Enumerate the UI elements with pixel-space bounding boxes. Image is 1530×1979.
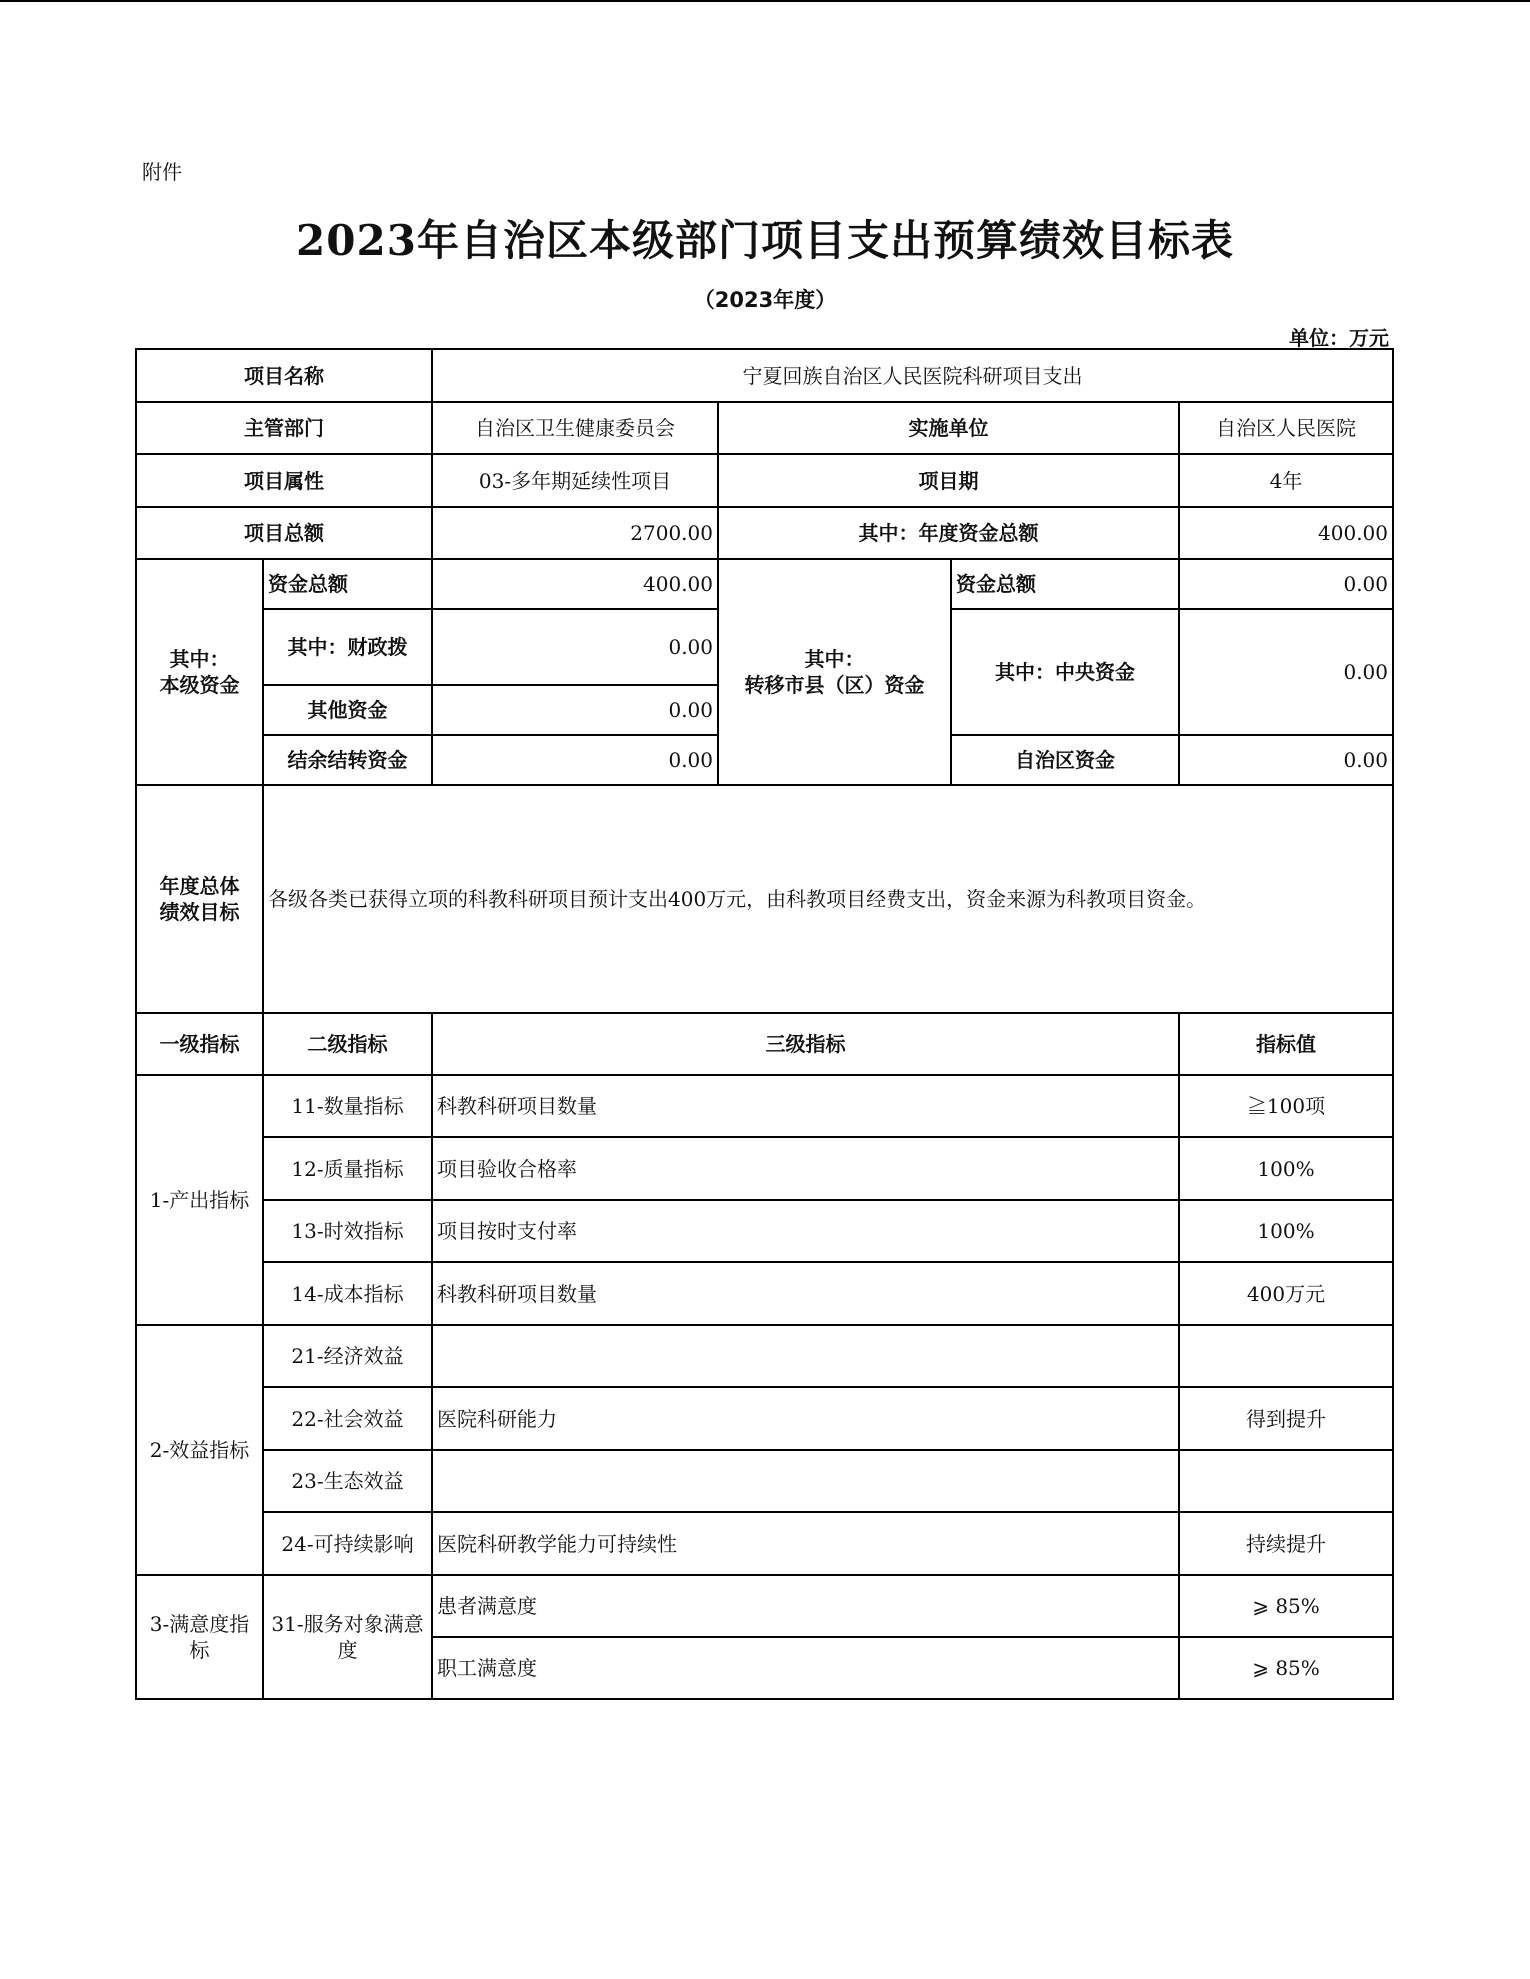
level3-cell — [432, 1450, 1179, 1512]
level3-cell: 医院科研能力 — [432, 1387, 1179, 1450]
value-cell — [1179, 1325, 1393, 1387]
local-funds-label-line1: 其中： — [169, 647, 230, 671]
header-value: 指标值 — [1179, 1013, 1393, 1075]
level3-cell: 项目按时支付率 — [432, 1200, 1179, 1262]
impl-label: 实施单位 — [718, 402, 1179, 454]
value-cell: ≧100项 — [1179, 1075, 1393, 1137]
value-cell: ⩾ 85% — [1179, 1575, 1393, 1637]
level3-cell: 项目验收合格率 — [432, 1137, 1179, 1200]
level2-cell: 12-质量指标 — [263, 1137, 432, 1200]
level2-cell: 22-社会效益 — [263, 1387, 432, 1450]
fiscal-label: 其中：财政拨 — [263, 609, 432, 685]
goal-label-line2: 绩效目标 — [159, 900, 240, 924]
value-cell — [1179, 1450, 1393, 1512]
value-cell: 400万元 — [1179, 1262, 1393, 1325]
value-cell: 持续提升 — [1179, 1512, 1393, 1575]
header-level3: 三级指标 — [432, 1013, 1179, 1075]
dept-row — [136, 402, 1393, 454]
output-indicator-label: 1-产出指标 — [136, 1075, 263, 1325]
table-row — [136, 1512, 1393, 1575]
region-value: 0.00 — [1179, 735, 1393, 785]
header-level1: 一级指标 — [136, 1013, 263, 1075]
transfer-funds-label-line2: 转移市县（区）资金 — [744, 673, 925, 697]
transfer-funds-label-line1: 其中： — [804, 647, 865, 671]
value-cell: 得到提升 — [1179, 1387, 1393, 1450]
local-funds-label-line2: 本级资金 — [159, 673, 240, 697]
impl-value: 自治区人民医院 — [1179, 402, 1393, 454]
local-funds-label — [136, 559, 263, 785]
fiscal-value: 0.00 — [432, 609, 718, 685]
transfer-total-value: 0.00 — [1179, 559, 1393, 609]
project-name-row — [136, 349, 1393, 402]
goal-text: 各级各类已获得立项的科教科研项目预计支出400万元，由科教项目经费支出，资金来源为科教项目资金。 — [263, 785, 1393, 1013]
central-value: 0.00 — [1179, 609, 1393, 735]
level2-cell: 13-时效指标 — [263, 1200, 432, 1262]
attr-row — [136, 454, 1393, 507]
project-name-label: 项目名称 — [136, 349, 432, 402]
period-label: 项目期 — [718, 454, 1179, 507]
carryover-value: 0.00 — [432, 735, 718, 785]
dept-value: 自治区卫生健康委员会 — [432, 402, 718, 454]
value-cell: 100% — [1179, 1137, 1393, 1200]
total-label: 项目总额 — [136, 507, 432, 559]
level2-cell: 14-成本指标 — [263, 1262, 432, 1325]
budget-target-table — [135, 348, 1394, 1700]
top-border-line — [0, 0, 1530, 2]
transfer-funds-label — [718, 559, 951, 785]
table-row — [136, 1450, 1393, 1512]
satisfaction-indicator-label: 3-满意度指标 — [136, 1575, 263, 1699]
region-label: 自治区资金 — [951, 735, 1179, 785]
local-total-label: 资金总额 — [263, 559, 432, 609]
annual-value: 400.00 — [1179, 507, 1393, 559]
benefit-indicator-label: 2-效益指标 — [136, 1325, 263, 1575]
total-row — [136, 507, 1393, 559]
header-level2: 二级指标 — [263, 1013, 432, 1075]
table-row — [136, 1137, 1393, 1200]
attr-value: 03-多年期延续性项目 — [432, 454, 718, 507]
table-row — [136, 1200, 1393, 1262]
table-row — [136, 1325, 1393, 1387]
period-value: 4年 — [1179, 454, 1393, 507]
page-subtitle: （2023年度） — [693, 288, 837, 312]
level3-cell — [432, 1325, 1179, 1387]
level2-cell: 31-服务对象满意度 — [263, 1575, 432, 1699]
table-row — [136, 1262, 1393, 1325]
level3-cell: 科教科研项目数量 — [432, 1262, 1179, 1325]
level2-cell: 11-数量指标 — [263, 1075, 432, 1137]
level3-cell: 患者满意度 — [432, 1575, 1179, 1637]
level2-cell: 21-经济效益 — [263, 1325, 432, 1387]
other-label: 其他资金 — [263, 685, 432, 735]
funds-row-1 — [136, 559, 1393, 609]
other-value: 0.00 — [432, 685, 718, 735]
goal-row — [136, 785, 1393, 1013]
value-cell: 100% — [1179, 1200, 1393, 1262]
transfer-total-label: 资金总额 — [951, 559, 1179, 609]
dept-label: 主管部门 — [136, 402, 432, 454]
total-value: 2700.00 — [432, 507, 718, 559]
level3-cell: 职工满意度 — [432, 1637, 1179, 1699]
annual-label: 其中：年度资金总额 — [718, 507, 1179, 559]
table-row — [136, 1575, 1393, 1637]
attr-label: 项目属性 — [136, 454, 432, 507]
page-title: 2023年自治区本级部门项目支出预算绩效目标表 — [296, 216, 1234, 265]
table-row — [136, 1387, 1393, 1450]
table-row — [136, 1075, 1393, 1137]
value-cell: ⩾ 85% — [1179, 1637, 1393, 1699]
unit-label: 单位：万元 — [1289, 326, 1389, 350]
central-label: 其中：中央资金 — [951, 609, 1179, 735]
level3-cell: 医院科研教学能力可持续性 — [432, 1512, 1179, 1575]
project-name-value: 宁夏回族自治区人民医院科研项目支出 — [432, 349, 1393, 402]
goal-label-line1: 年度总体 — [159, 874, 240, 898]
local-total-value: 400.00 — [432, 559, 718, 609]
level3-cell: 科教科研项目数量 — [432, 1075, 1179, 1137]
carryover-label: 结余结转资金 — [263, 735, 432, 785]
level2-cell: 23-生态效益 — [263, 1450, 432, 1512]
level2-cell: 24-可持续影响 — [263, 1512, 432, 1575]
indicator-header-row — [136, 1013, 1393, 1075]
attachment-label: 附件 — [142, 160, 182, 184]
goal-label — [136, 785, 263, 1013]
